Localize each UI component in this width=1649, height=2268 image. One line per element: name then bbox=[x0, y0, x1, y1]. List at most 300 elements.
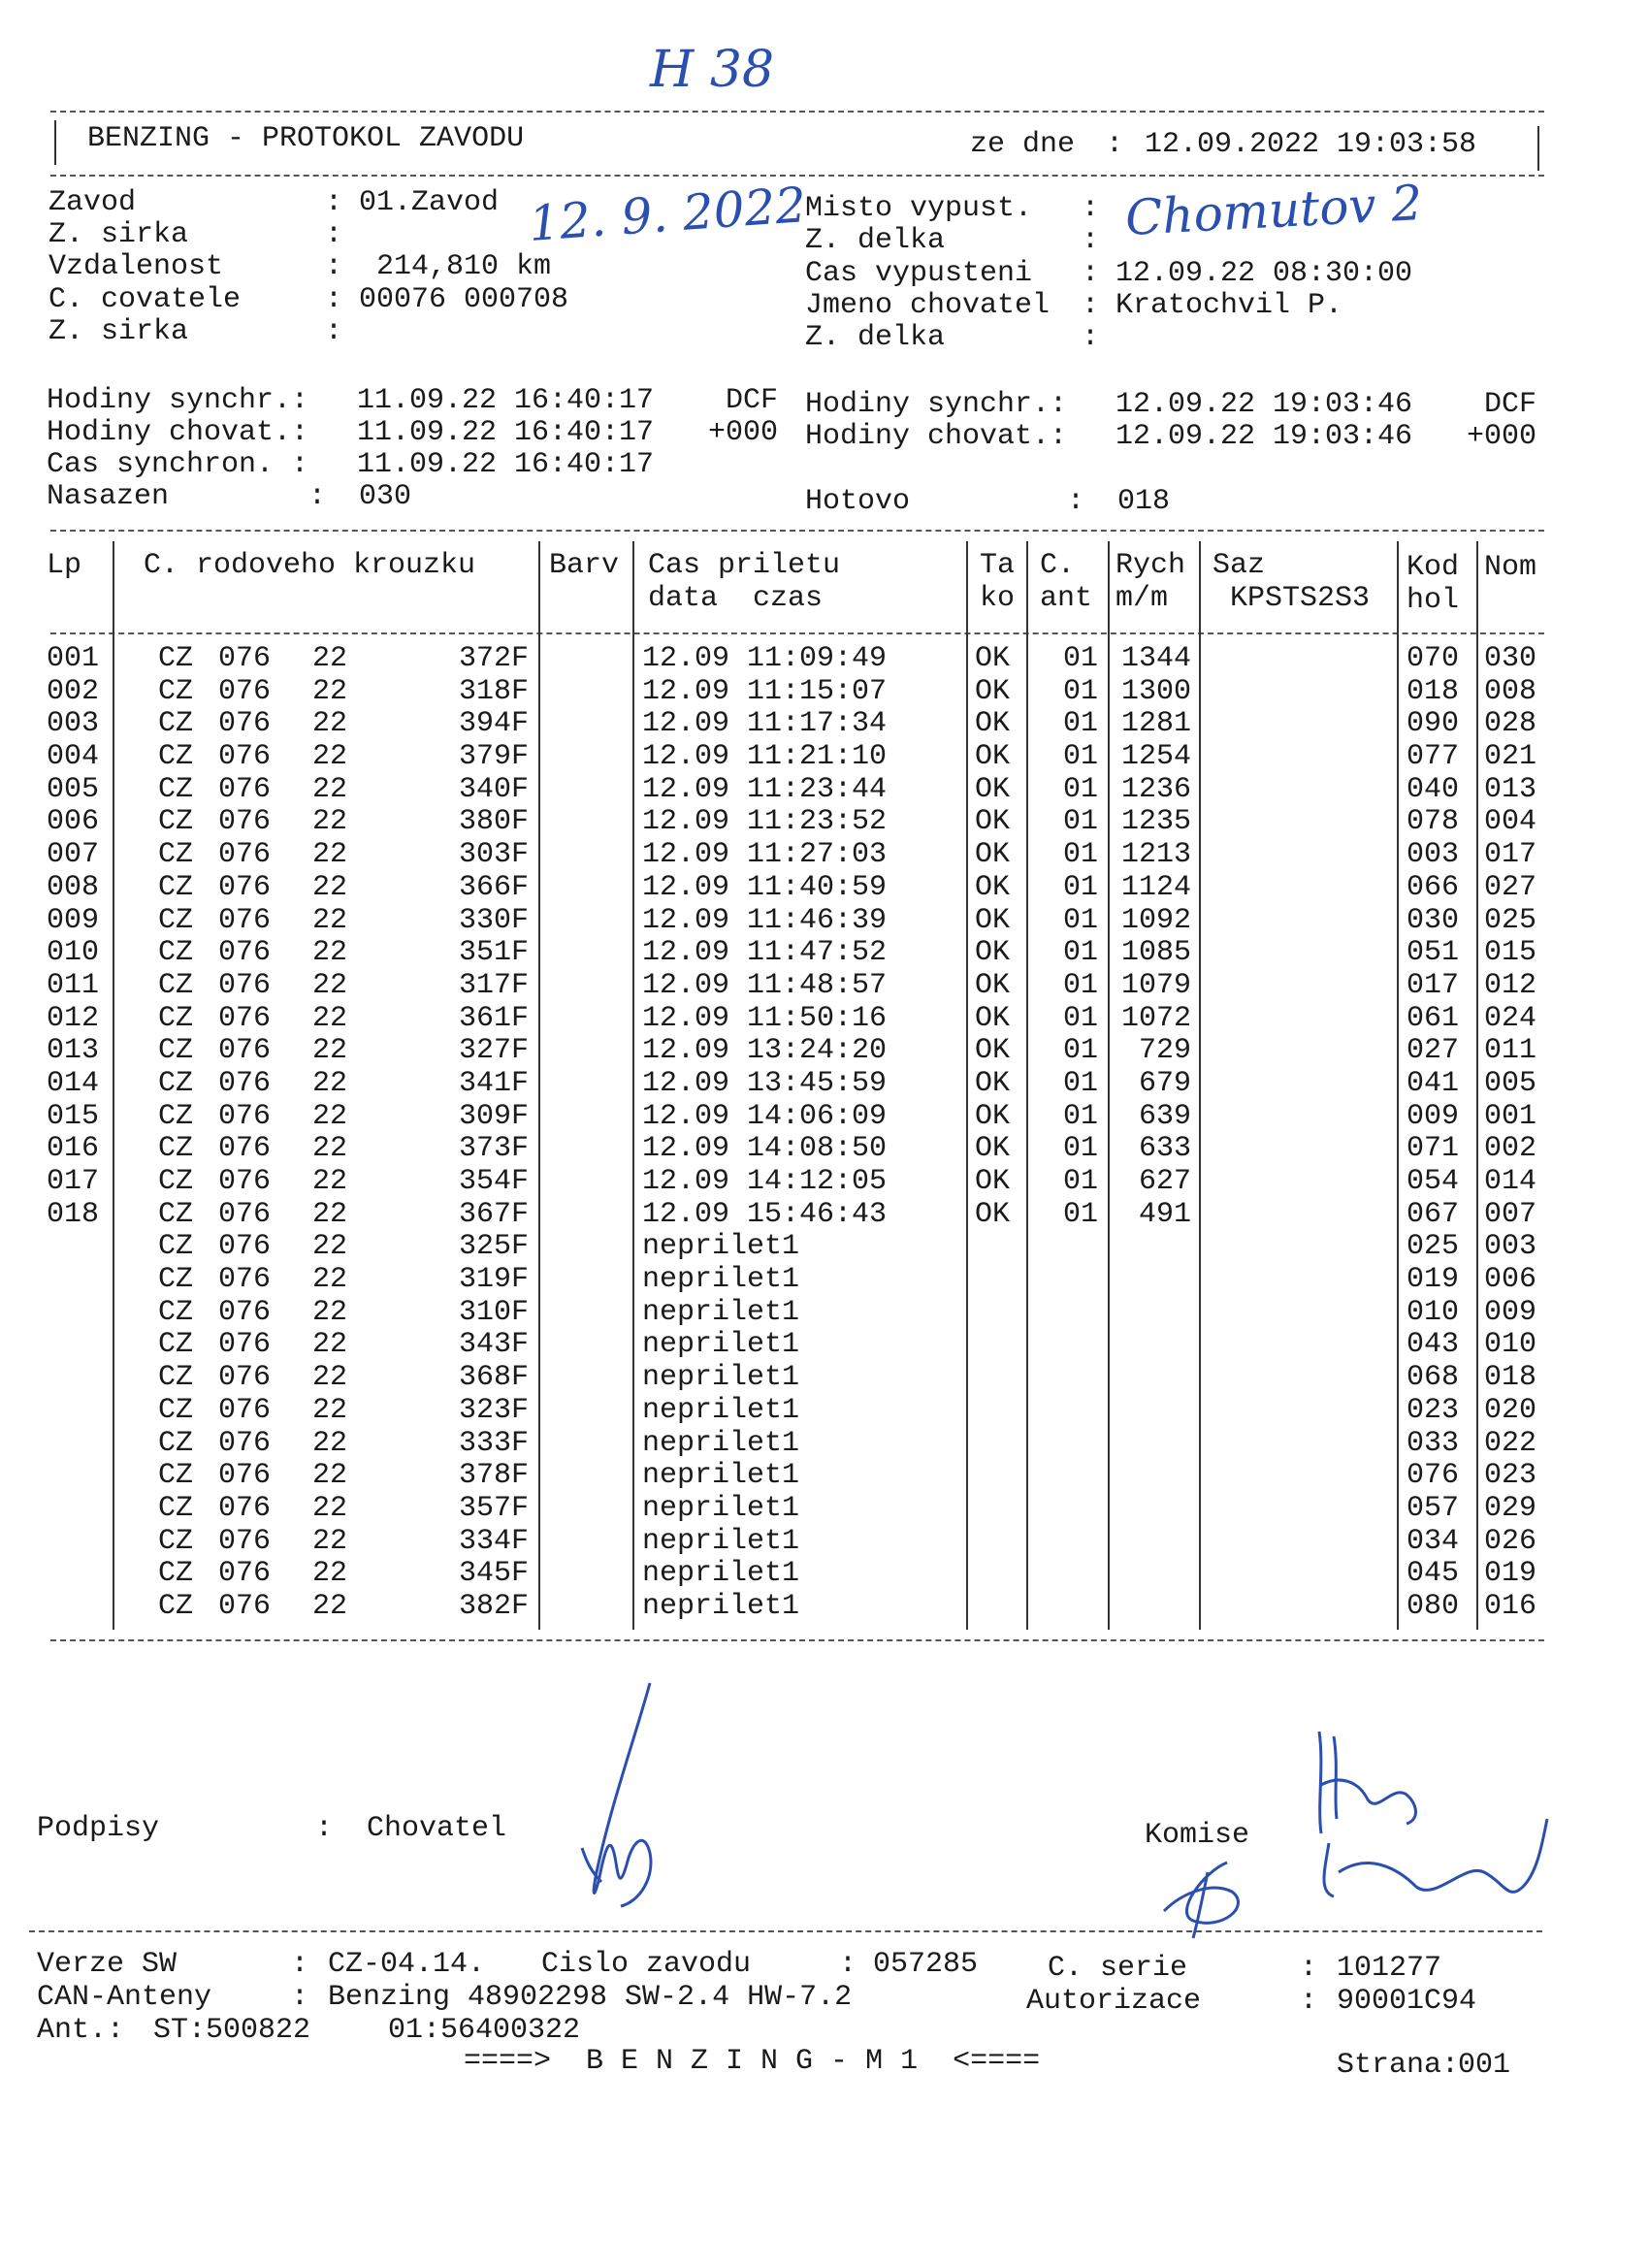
cell-lp: 004 bbox=[47, 740, 100, 774]
cell-arr: 12.09 11:09:49 bbox=[642, 642, 888, 675]
cell-c2: 076 bbox=[218, 1426, 272, 1460]
header-ring: C. rodoveho krouzku bbox=[144, 549, 476, 582]
info-label: Zavod bbox=[48, 186, 137, 219]
cell-kod: 068 bbox=[1406, 1361, 1460, 1395]
header-top-rule bbox=[50, 111, 1544, 113]
info-label: Cas vypusteni bbox=[805, 257, 1033, 290]
cell-c1: CZ bbox=[158, 805, 194, 839]
cell-c2: 076 bbox=[218, 1230, 272, 1264]
cell-c1: CZ bbox=[158, 838, 194, 872]
cell-cant: 01 bbox=[1062, 642, 1098, 675]
cell-arr: neprilet1 bbox=[642, 1393, 800, 1427]
serial-value: 101277 bbox=[1337, 1952, 1442, 1985]
header-right-edge bbox=[1537, 126, 1539, 171]
cell-nom: 022 bbox=[1484, 1426, 1537, 1460]
breeder-label: Chovatel bbox=[367, 1812, 507, 1845]
cell-c3: 22 bbox=[312, 772, 348, 806]
header-cant-1: C. bbox=[1040, 549, 1076, 582]
cell-c1: CZ bbox=[158, 1557, 194, 1591]
table-row bbox=[0, 806, 1649, 839]
cell-c1: CZ bbox=[158, 1165, 194, 1198]
cell-arr: neprilet1 bbox=[642, 1328, 800, 1362]
cell-c2: 076 bbox=[218, 740, 272, 774]
cell-kod: 078 bbox=[1406, 805, 1460, 839]
cell-cant: 01 bbox=[1062, 1034, 1098, 1068]
cell-c1: CZ bbox=[158, 1361, 194, 1395]
cell-speed: 1236 bbox=[1120, 772, 1191, 806]
table-row bbox=[0, 774, 1649, 807]
cell-c1: CZ bbox=[158, 1230, 194, 1264]
results-table-body bbox=[0, 643, 1649, 1624]
cell-kod: 040 bbox=[1406, 772, 1460, 806]
sync-label: Hodiny synchr.: bbox=[47, 384, 309, 417]
cell-arr: 12.09 11:50:16 bbox=[642, 1001, 888, 1035]
cell-c2: 076 bbox=[218, 1328, 272, 1362]
cell-c1: CZ bbox=[158, 1066, 194, 1100]
cell-c2: 076 bbox=[218, 1197, 272, 1231]
cell-lp: 011 bbox=[47, 968, 100, 1002]
cell-arr: neprilet1 bbox=[642, 1426, 800, 1460]
info-label: Z. sirka bbox=[48, 315, 189, 348]
cell-nom: 028 bbox=[1484, 707, 1537, 741]
header-cant-2: ant bbox=[1040, 582, 1093, 615]
info-sep: : bbox=[325, 283, 343, 316]
cell-c3: 22 bbox=[312, 968, 348, 1002]
table-row bbox=[0, 1133, 1649, 1166]
info-sep: : bbox=[325, 218, 343, 251]
cell-c3: 22 bbox=[312, 838, 348, 872]
protocol-title: BENZING - PROTOKOL ZAVODU bbox=[87, 122, 525, 155]
cell-arr: 12.09 11:48:57 bbox=[642, 968, 888, 1002]
cell-cant: 01 bbox=[1062, 1197, 1098, 1231]
cell-kod: 067 bbox=[1406, 1197, 1460, 1231]
info-sep: : bbox=[1082, 257, 1100, 290]
cell-ring: 319F bbox=[458, 1263, 529, 1297]
cell-tako: OK bbox=[975, 936, 1011, 970]
cell-c2: 076 bbox=[218, 642, 272, 675]
cell-c2: 076 bbox=[218, 1066, 272, 1100]
cell-arr: neprilet1 bbox=[642, 1589, 800, 1623]
commission-signature-1 bbox=[1154, 1853, 1271, 1940]
breeder-signature bbox=[543, 1678, 689, 1921]
table-top-rule bbox=[50, 530, 1544, 532]
cell-c3: 22 bbox=[312, 707, 348, 741]
serial-sep: : bbox=[1300, 1952, 1318, 1985]
header-color: Barv bbox=[549, 549, 620, 582]
cell-kod: 018 bbox=[1406, 674, 1460, 708]
cell-c3: 22 bbox=[312, 1557, 348, 1591]
cell-ring: 303F bbox=[458, 838, 529, 872]
cell-c2: 076 bbox=[218, 1459, 272, 1493]
sync-label: Hodiny synchr.: bbox=[805, 388, 1068, 421]
cell-speed: 1213 bbox=[1120, 838, 1191, 872]
cell-ring: 354F bbox=[458, 1165, 529, 1198]
cell-c2: 076 bbox=[218, 1491, 272, 1525]
sync-label: Hodiny chovat.: bbox=[805, 420, 1068, 453]
cell-tako: OK bbox=[975, 1001, 1011, 1035]
cell-speed: 1235 bbox=[1120, 805, 1191, 839]
cell-c3: 22 bbox=[312, 674, 348, 708]
table-row bbox=[0, 1395, 1649, 1428]
cell-nom: 004 bbox=[1484, 805, 1537, 839]
sync-value: 11.09.22 16:40:17 bbox=[357, 448, 655, 481]
cell-lp: 006 bbox=[47, 805, 100, 839]
cell-c3: 22 bbox=[312, 1426, 348, 1460]
cell-ring: 334F bbox=[458, 1524, 529, 1558]
sync-value: 030 bbox=[359, 480, 412, 513]
table-row bbox=[0, 1493, 1649, 1526]
commission-signature-2 bbox=[1300, 1727, 1562, 1921]
cell-nom: 010 bbox=[1484, 1328, 1537, 1362]
cell-kod: 034 bbox=[1406, 1524, 1460, 1558]
cell-arr: 12.09 13:45:59 bbox=[642, 1066, 888, 1100]
cell-nom: 014 bbox=[1484, 1165, 1537, 1198]
signatures-label: Podpisy bbox=[37, 1812, 160, 1845]
cell-tako: OK bbox=[975, 1066, 1011, 1100]
sync-extra: +000 bbox=[708, 416, 779, 449]
table-row bbox=[0, 1101, 1649, 1134]
can-antenna-value: Benzing 48902298 SW-2.4 HW-7.2 bbox=[328, 1981, 853, 2014]
cell-c2: 076 bbox=[218, 1001, 272, 1035]
info-label: Z. delka bbox=[805, 224, 946, 257]
cell-tako: OK bbox=[975, 903, 1011, 937]
cell-arr: neprilet1 bbox=[642, 1524, 800, 1558]
table-row bbox=[0, 1035, 1649, 1068]
cell-arr: 12.09 11:23:52 bbox=[642, 805, 888, 839]
cell-nom: 026 bbox=[1484, 1524, 1537, 1558]
cell-c2: 076 bbox=[218, 936, 272, 970]
cell-c1: CZ bbox=[158, 1001, 194, 1035]
cell-cant: 01 bbox=[1062, 740, 1098, 774]
serial-label: C. serie bbox=[1048, 1952, 1188, 1985]
info-sep: : bbox=[325, 186, 343, 219]
sync-label: Hodiny chovat.: bbox=[47, 416, 309, 449]
can-antenna-label: CAN-Anteny bbox=[37, 1981, 212, 2014]
cell-c3: 22 bbox=[312, 642, 348, 675]
cell-nom: 001 bbox=[1484, 1099, 1537, 1133]
cell-c3: 22 bbox=[312, 1230, 348, 1264]
header-lp: Lp bbox=[47, 549, 82, 582]
cell-kod: 010 bbox=[1406, 1295, 1460, 1329]
handwritten-top-note: H 38 bbox=[650, 41, 775, 99]
sync-value: 12.09.22 19:03:46 bbox=[1116, 420, 1413, 453]
table-row bbox=[0, 1003, 1649, 1036]
info-sep: : bbox=[325, 315, 343, 348]
cell-ring: 373F bbox=[458, 1132, 529, 1166]
cell-c2: 076 bbox=[218, 1132, 272, 1166]
cell-lp: 014 bbox=[47, 1066, 100, 1100]
cell-ring: 310F bbox=[458, 1295, 529, 1329]
info-label: Misto vypust. bbox=[805, 192, 1033, 225]
cell-c2: 076 bbox=[218, 1263, 272, 1297]
cell-speed: 1344 bbox=[1120, 642, 1191, 675]
info-sep: : bbox=[1082, 192, 1100, 225]
cell-ring: 368F bbox=[458, 1361, 529, 1395]
table-row bbox=[0, 643, 1649, 676]
table-row bbox=[0, 1460, 1649, 1493]
cell-kod: 023 bbox=[1406, 1393, 1460, 1427]
cell-nom: 019 bbox=[1484, 1557, 1537, 1591]
header-kod-1: Kod bbox=[1406, 551, 1460, 584]
cell-c1: CZ bbox=[158, 1393, 194, 1427]
cell-arr: 12.09 11:21:10 bbox=[642, 740, 888, 774]
sync-value: 018 bbox=[1117, 485, 1171, 518]
cell-c1: CZ bbox=[158, 707, 194, 741]
info-value: 01.Zavod bbox=[359, 186, 500, 219]
header-tako-2: ko bbox=[980, 582, 1016, 615]
cell-arr: 12.09 14:12:05 bbox=[642, 1165, 888, 1198]
cell-cant: 01 bbox=[1062, 903, 1098, 937]
cell-ring: 333F bbox=[458, 1426, 529, 1460]
cell-tako: OK bbox=[975, 707, 1011, 741]
cell-nom: 013 bbox=[1484, 772, 1537, 806]
table-header-rule bbox=[50, 632, 1544, 634]
cell-speed: 1079 bbox=[1120, 968, 1191, 1002]
cell-ring: 325F bbox=[458, 1230, 529, 1264]
cell-c3: 22 bbox=[312, 1001, 348, 1035]
cell-c3: 22 bbox=[312, 870, 348, 904]
info-label: Vzdalenost bbox=[48, 250, 224, 283]
cell-kod: 051 bbox=[1406, 936, 1460, 970]
commission-label: Komise bbox=[1145, 1819, 1250, 1852]
cell-arr: 12.09 14:08:50 bbox=[642, 1132, 888, 1166]
cell-c3: 22 bbox=[312, 1393, 348, 1427]
cell-kod: 061 bbox=[1406, 1001, 1460, 1035]
table-row bbox=[0, 937, 1649, 970]
cell-nom: 024 bbox=[1484, 1001, 1537, 1035]
cell-nom: 023 bbox=[1484, 1459, 1537, 1493]
cell-c1: CZ bbox=[158, 936, 194, 970]
authorization-sep: : bbox=[1300, 1985, 1318, 2018]
cell-ring: 379F bbox=[458, 740, 529, 774]
cell-c2: 076 bbox=[218, 1393, 272, 1427]
info-label: Z. sirka bbox=[48, 218, 189, 251]
cell-kod: 080 bbox=[1406, 1589, 1460, 1623]
cell-ring: 380F bbox=[458, 805, 529, 839]
cell-c1: CZ bbox=[158, 1426, 194, 1460]
cell-c2: 076 bbox=[218, 805, 272, 839]
cell-c2: 076 bbox=[218, 1099, 272, 1133]
cell-c3: 22 bbox=[312, 1295, 348, 1329]
cell-arr: neprilet1 bbox=[642, 1263, 800, 1297]
cell-nom: 027 bbox=[1484, 870, 1537, 904]
can-antenna-sep: : bbox=[291, 1981, 309, 2014]
cell-nom: 030 bbox=[1484, 642, 1537, 675]
sync-extra: DCF bbox=[708, 384, 779, 417]
cell-cant: 01 bbox=[1062, 936, 1098, 970]
sync-label: Nasazen : bbox=[47, 480, 327, 513]
protocol-date-value: 12.09.2022 19:03:58 bbox=[1145, 128, 1477, 161]
cell-lp: 003 bbox=[47, 707, 100, 741]
sw-version-label: Verze SW bbox=[37, 1948, 178, 1981]
race-number-label: Cislo zavodu bbox=[541, 1948, 752, 1981]
cell-speed: 491 bbox=[1138, 1197, 1191, 1231]
cell-c2: 076 bbox=[218, 968, 272, 1002]
cell-nom: 002 bbox=[1484, 1132, 1537, 1166]
info-sep: : bbox=[1082, 224, 1100, 257]
cell-lp: 013 bbox=[47, 1034, 100, 1068]
cell-kod: 025 bbox=[1406, 1230, 1460, 1264]
cell-nom: 021 bbox=[1484, 740, 1537, 774]
cell-ring: 327F bbox=[458, 1034, 529, 1068]
cell-cant: 01 bbox=[1062, 772, 1098, 806]
authorization-label: Autorizace bbox=[1026, 1985, 1202, 2018]
cell-tako: OK bbox=[975, 838, 1011, 872]
cell-c3: 22 bbox=[312, 1197, 348, 1231]
cell-arr: neprilet1 bbox=[642, 1491, 800, 1525]
cell-c1: CZ bbox=[158, 674, 194, 708]
cell-lp: 016 bbox=[47, 1132, 100, 1166]
cell-ring: 340F bbox=[458, 772, 529, 806]
cell-c3: 22 bbox=[312, 1066, 348, 1100]
sync-value: 11.09.22 16:40:17 bbox=[357, 416, 655, 449]
cell-speed: 729 bbox=[1138, 1034, 1191, 1068]
protocol-date-label: ze dne bbox=[970, 128, 1076, 161]
cell-ring: 394F bbox=[458, 707, 529, 741]
info-sep: : bbox=[1082, 321, 1100, 354]
cell-lp: 001 bbox=[47, 642, 100, 675]
table-row bbox=[0, 970, 1649, 1003]
cell-c3: 22 bbox=[312, 1589, 348, 1623]
cell-nom: 029 bbox=[1484, 1491, 1537, 1525]
cell-c3: 22 bbox=[312, 1459, 348, 1493]
cell-nom: 003 bbox=[1484, 1230, 1537, 1264]
cell-kod: 077 bbox=[1406, 740, 1460, 774]
info-sep: : bbox=[325, 250, 343, 283]
cell-cant: 01 bbox=[1062, 707, 1098, 741]
cell-c3: 22 bbox=[312, 936, 348, 970]
cell-ring: 341F bbox=[458, 1066, 529, 1100]
header-tako-1: Ta bbox=[980, 549, 1016, 582]
cell-ring: 372F bbox=[458, 642, 529, 675]
cell-kod: 057 bbox=[1406, 1491, 1460, 1525]
cell-c1: CZ bbox=[158, 1263, 194, 1297]
race-number-value: 057285 bbox=[873, 1948, 979, 1981]
cell-ring: 317F bbox=[458, 968, 529, 1002]
cell-lp: 002 bbox=[47, 674, 100, 708]
header-saz-2: KPSTS2S3 bbox=[1230, 582, 1371, 615]
handwritten-place-note: Chomutov 2 bbox=[1123, 175, 1424, 246]
cell-c1: CZ bbox=[158, 1459, 194, 1493]
cell-c1: CZ bbox=[158, 1328, 194, 1362]
cell-c1: CZ bbox=[158, 772, 194, 806]
cell-lp: 017 bbox=[47, 1165, 100, 1198]
header-speed-2: m/m bbox=[1116, 582, 1169, 615]
header-kod-2: hol bbox=[1406, 584, 1460, 617]
cell-c3: 22 bbox=[312, 1361, 348, 1395]
cell-c2: 076 bbox=[218, 1295, 272, 1329]
info-value: Kratochvil P. bbox=[1116, 289, 1343, 322]
handwritten-date-note: 12. 9. 2022 bbox=[527, 177, 808, 252]
cell-cant: 01 bbox=[1062, 1001, 1098, 1035]
cell-ring: 378F bbox=[458, 1459, 529, 1493]
sync-value: 12.09.22 19:03:46 bbox=[1116, 388, 1413, 421]
header-arrival-1: Cas priletu bbox=[648, 549, 841, 582]
cell-c1: CZ bbox=[158, 903, 194, 937]
cell-speed: 1085 bbox=[1120, 936, 1191, 970]
cell-c1: CZ bbox=[158, 1132, 194, 1166]
cell-tako: OK bbox=[975, 870, 1011, 904]
sync-label: Hotovo : bbox=[805, 485, 1085, 518]
cell-kod: 009 bbox=[1406, 1099, 1460, 1133]
cell-kod: 017 bbox=[1406, 968, 1460, 1002]
cell-c2: 076 bbox=[218, 1165, 272, 1198]
cell-kod: 070 bbox=[1406, 642, 1460, 675]
sync-extra: +000 bbox=[1467, 420, 1537, 453]
cell-nom: 008 bbox=[1484, 674, 1537, 708]
cell-ring: 361F bbox=[458, 1001, 529, 1035]
benzing-banner: ====> B E N Z I N G - M 1 <==== bbox=[464, 2045, 1041, 2078]
info-value: 214,810 km bbox=[359, 250, 552, 283]
cell-nom: 015 bbox=[1484, 936, 1537, 970]
cell-c2: 076 bbox=[218, 707, 272, 741]
cell-c1: CZ bbox=[158, 1491, 194, 1525]
header-saz-1: Saz bbox=[1212, 549, 1266, 582]
cell-nom: 018 bbox=[1484, 1361, 1537, 1395]
cell-lp: 008 bbox=[47, 870, 100, 904]
cell-kod: 043 bbox=[1406, 1328, 1460, 1362]
cell-c2: 076 bbox=[218, 1034, 272, 1068]
cell-c3: 22 bbox=[312, 1165, 348, 1198]
cell-arr: 12.09 11:27:03 bbox=[642, 838, 888, 872]
cell-cant: 01 bbox=[1062, 968, 1098, 1002]
table-row bbox=[0, 1526, 1649, 1559]
table-row bbox=[0, 1558, 1649, 1591]
cell-kod: 090 bbox=[1406, 707, 1460, 741]
cell-tako: OK bbox=[975, 968, 1011, 1002]
cell-nom: 007 bbox=[1484, 1197, 1537, 1231]
cell-ring: 318F bbox=[458, 674, 529, 708]
cell-nom: 020 bbox=[1484, 1393, 1537, 1427]
cell-arr: 12.09 14:06:09 bbox=[642, 1099, 888, 1133]
cell-ring: 357F bbox=[458, 1491, 529, 1525]
cell-tako: OK bbox=[975, 740, 1011, 774]
cell-ring: 382F bbox=[458, 1589, 529, 1623]
cell-arr: 12.09 11:40:59 bbox=[642, 870, 888, 904]
authorization-value: 90001C94 bbox=[1337, 1985, 1477, 2018]
table-row bbox=[0, 1428, 1649, 1461]
cell-speed: 1281 bbox=[1120, 707, 1191, 741]
cell-speed: 1072 bbox=[1120, 1001, 1191, 1035]
cell-lp: 010 bbox=[47, 936, 100, 970]
cell-arr: 12.09 13:24:20 bbox=[642, 1034, 888, 1068]
info-label: Z. delka bbox=[805, 321, 946, 354]
cell-arr: neprilet1 bbox=[642, 1230, 800, 1264]
cell-tako: OK bbox=[975, 642, 1011, 675]
table-row bbox=[0, 1264, 1649, 1297]
cell-c2: 076 bbox=[218, 772, 272, 806]
cell-speed: 633 bbox=[1138, 1132, 1191, 1166]
info-label: C. covatele bbox=[48, 283, 242, 316]
header-left-edge bbox=[54, 120, 56, 165]
sw-version-value: CZ-04.14. bbox=[328, 1948, 486, 1981]
cell-arr: 12.09 11:47:52 bbox=[642, 936, 888, 970]
cell-speed: 1254 bbox=[1120, 740, 1191, 774]
cell-nom: 017 bbox=[1484, 838, 1537, 872]
table-row bbox=[0, 1297, 1649, 1330]
cell-c2: 076 bbox=[218, 903, 272, 937]
cell-kod: 076 bbox=[1406, 1459, 1460, 1493]
table-row bbox=[0, 905, 1649, 938]
cell-c2: 076 bbox=[218, 870, 272, 904]
cell-arr: neprilet1 bbox=[642, 1361, 800, 1395]
cell-c2: 076 bbox=[218, 1524, 272, 1558]
cell-ring: 351F bbox=[458, 936, 529, 970]
cell-c1: CZ bbox=[158, 870, 194, 904]
cell-c1: CZ bbox=[158, 1197, 194, 1231]
cell-cant: 01 bbox=[1062, 838, 1098, 872]
cell-arr: 12.09 15:46:43 bbox=[642, 1197, 888, 1231]
